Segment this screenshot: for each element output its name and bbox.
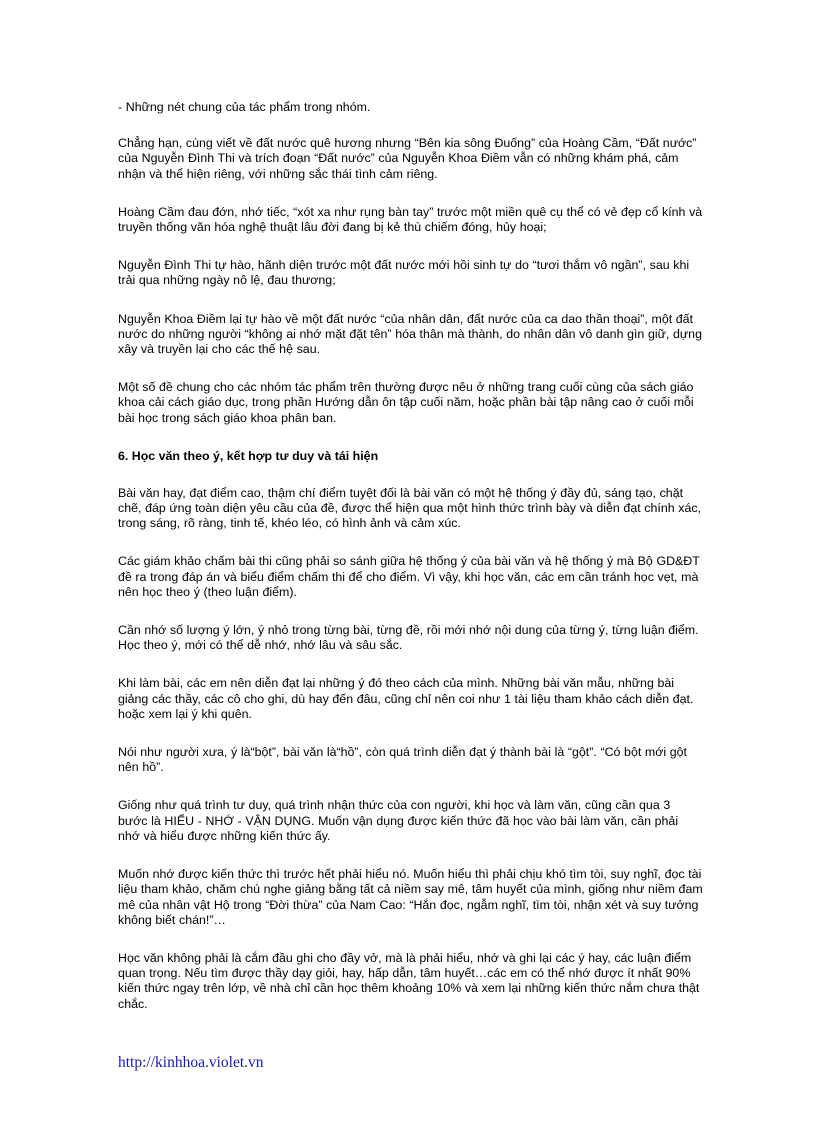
paragraph: Chẳng hạn, cùng viết về đất nước quê hương nhưng “Bên kia sông Đuống” của Hoàng Cầm, “Đất nước” của Nguyễn Đình Thi và trích đoạn “Đất nước” của Nguyễn Khoa Điềm vẫn có những khám phá, cảm nhận và thể hiện riêng, với những sắc thái tình cảm riêng. (118, 136, 697, 181)
paragraph: Các giám khảo chấm bài thi cũng phải so sánh giữa hệ thống ý của bài văn và hệ thống ý mà Bộ GD&ĐT đề ra trong đáp án và biểu điểm chấm thi để cho điểm. Vì vậy, khi học văn, các em cần tránh học vẹt, mà nên học theo ý (theo luận điểm). (118, 554, 700, 599)
paragraph: Giống như quá trình tư duy, quá trình nhận thức của con người, khi học và làm văn, cũng cần qua 3 bước là HIỂU - NHỚ - VẬN DỤNG. Muốn vận dụng được kiến thức đã học vào bài làm văn, cần phải nhớ và hiểu được những kiến thức ấy. (118, 798, 679, 843)
paragraph: Cần nhớ số lượng ý lớn, ý nhỏ trong từng bài, từng đề, rồi mới nhớ nội dung của từng ý, từng luận điểm. Học theo ý, mới có thể dễ nhớ, nhớ lâu và sâu sắc. (118, 623, 699, 653)
paragraph: Khi làm bài, các em nên diễn đạt lại những ý đó theo cách của mình. Những bài văn mẫu, những bài giảng các thầy, các cô cho ghi, dù hay đến đâu, cũng chỉ nên coi như 1 tài liệu tham khảo cách diễn đạt. hoặc xem lại ý khi quên. (118, 676, 694, 721)
section-heading: 6. Học văn theo ý, kết hợp tư duy và tái hiện (118, 448, 379, 463)
footer-website-link[interactable]: http://kinhhoa.violet.vn (118, 1054, 264, 1071)
paragraph: Một số đề chung cho các nhóm tác phẩm trên thường được nêu ở những trang cuối cùng của sách giáo khoa cải cách giáo dục, trong phần Hướng dẫn ôn tập cuối năm, hoặc phần bài tập nâng cao ở cuối mỗi bài học trong sách giáo khoa phân ban. (118, 380, 694, 425)
paragraph: Bài văn hay, đạt điểm cao, thậm chí điểm tuyệt đối là bài văn có một hệ thống ý đầy đủ, sáng tạo, chặt chẽ, đáp ứng toàn diện yêu cầu của đề, được thể hiện qua một hình thức trình bày và diễn đạt chính xác, trong sáng, rõ ràng, tinh tế, khéo léo, có hình ảnh và cảm xúc. (118, 485, 701, 531)
paragraph: Nguyễn Đình Thi tự hào, hãnh diện trước một đất nước mới hồi sinh tự do “tươi thắm vô ngần”, sau khi trải qua những ngày nô lệ, đau thương; (118, 258, 690, 288)
paragraph: Nói như người xưa, ý là“bột”, bài văn là“hồ”, còn quá trình diễn đạt ý thành bài là “gột”. “Có bột mới gột nên hồ”. (118, 745, 687, 775)
paragraph: Muốn nhớ được kiến thức thì trước hết phải hiểu nó. Muốn hiểu thì phải chịu khó tìm tòi, suy nghĩ, đọc tài liệu tham khảo, chăm chú nghe giảng bằng tất cả niềm say mê, tâm huyết của mình, giống như niềm đam mê của nhân vật Hộ trong “Đời thừa” của Nam Cao: “Hắn đọc, ngẫm nghĩ, tìm tòi, nhận xét và suy tưởng không biết chán!”… (118, 867, 703, 927)
paragraph: - Những nét chung của tác phẩm trong nhóm. (118, 100, 371, 114)
paragraph: Nguyễn Khoa Điềm lại tự hào về một đất nước “của nhân dân, đất nước của ca dao thần thoại”, một đất nước do những người “không ai nhớ mặt đặt tên” hóa thân mà thành, do nhân dân vô danh gìn giữ, dựng xây và truyền lại cho các thế hệ sau. (118, 311, 702, 357)
paragraph: Hoàng Cầm đau đớn, nhớ tiếc, “xót xa như rụng bàn tay” trước một miền quê cụ thể có vẻ đẹp cổ kính và truyền thống văn hóa nghệ thuật lâu đời đang bị kẻ thù chiếm đóng, hủy hoại; (118, 204, 703, 235)
document-body (118, 100, 703, 1035)
paragraph: Học văn không phải là cắm đầu ghi cho đầy vở, mà là phải hiểu, nhớ và ghi lại các ý hay, các luận điểm quan trọng. Nếu tìm được thầy dạy giỏi, hay, hấp dẫn, tâm huyết…các em có thể nhớ được ít nhất 90% kiến thức ngay trên lớp, về nhà chỉ cần học thêm khoảng 10% và xem lại những kiến thức nắm chưa thật chắc. (118, 950, 700, 1011)
